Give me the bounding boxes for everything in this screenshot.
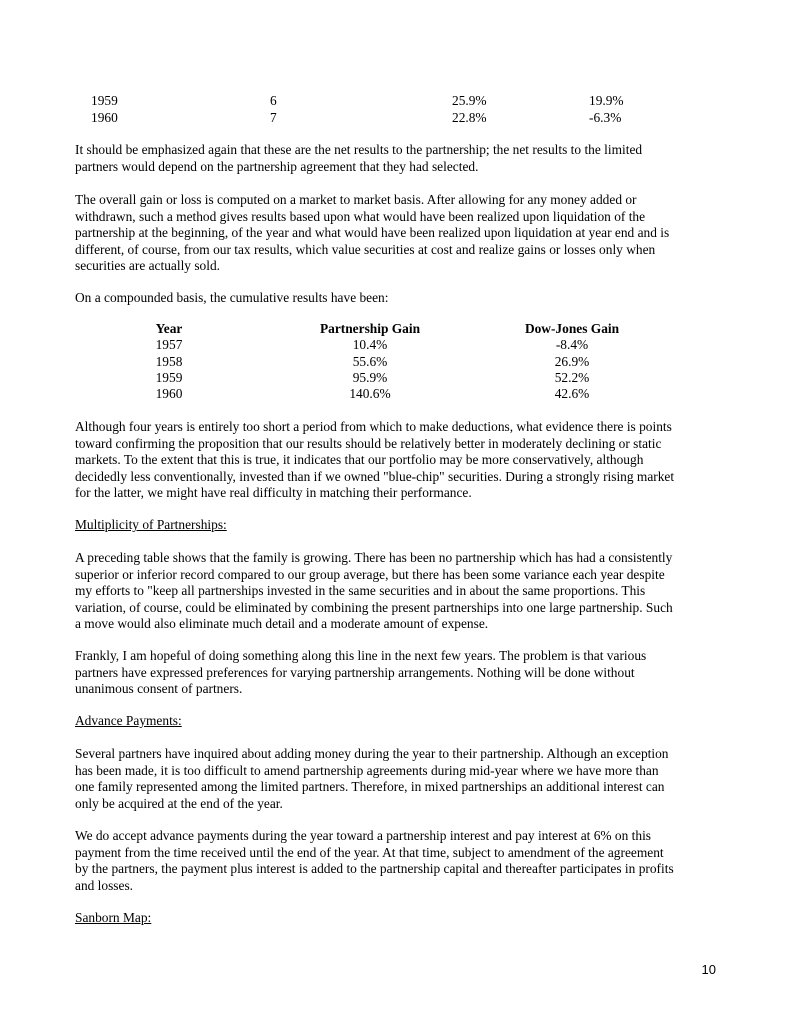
section-heading-multiplicity: Multiplicity of Partnerships:	[75, 517, 227, 532]
paragraph-market-basis: The overall gain or loss is computed on a market to market basis. After allowing for any money added or withdrawn, such a method gives results based upon what would have been realized upon liquidation of the partnership at the beginning, of the year and what would have been realized upon liquidation at year end and is different, of course, from our tax results, which value securities at cost and realize gains or losses only when securities are actually sold.	[75, 192, 670, 274]
dow-result-cell: 19.9%	[589, 93, 624, 108]
table-header-row	[0, 321, 791, 337]
partnership-result-cell: 25.9%	[452, 93, 487, 108]
partnership-gain-cell: 55.6%	[352, 353, 388, 369]
table-row	[0, 354, 791, 370]
paragraph-frankly: Frankly, I am hopeful of doing something along this line in the next few years. The problem is that various partners have expressed preferences for varying partnership arrangements. Nothing will be done without unanimous consent of partners.	[75, 648, 647, 697]
partnerships-count-cell: 7	[270, 109, 277, 125]
dow-jones-gain-cell: -8.4%	[555, 337, 589, 353]
paragraph-four-years: Although four years is entirely too short a period from which to make deductions, what evidence there is points toward confirming the proposition that our results should be relatively better in moderately declining or static markets. To the extent that this is true, it indicates that our portfolio may be more conservatively, although decidedly less conventionally, invested than if we owned "blue-chip" securities. During a strongly rising market for the latter, we might have real difficulty in matching their performance.	[75, 419, 675, 501]
dow-jones-gain-cell: 26.9%	[554, 353, 590, 369]
section-heading-advance-payments: Advance Payments:	[75, 713, 182, 728]
year-cell: 1960	[155, 386, 183, 402]
header-dow-jones-gain: Dow-Jones Gain	[524, 321, 620, 336]
year-cell: 1959	[91, 93, 118, 108]
partnership-gain-cell: 95.9%	[352, 369, 388, 385]
table-row	[0, 337, 791, 353]
paragraph-compounded-intro: On a compounded basis, the cumulative results have been:	[75, 290, 389, 305]
dow-jones-gain-cell: 42.6%	[554, 386, 590, 402]
year-cell: 1958	[155, 353, 183, 369]
paragraph-net-results: It should be emphasized again that these are the net results to the partnership; the net results to the limited partners would depend on the partnership agreement that they had selected.	[75, 142, 643, 174]
paragraph-family-growing: A preceding table shows that the family is growing. There has been no partnership which has had a consistently superior or inferior record compared to our group average, but there has been some variance each year despite my efforts to "keep all partnerships invested in the same securities and in about the same proportions. This variation, of course, could be eliminated by combining the present partnerships into one large partnership. Such a move would also eliminate much detail and a moderate amount of expense.	[75, 550, 673, 632]
table-row	[0, 93, 791, 110]
table-row	[0, 386, 791, 402]
paragraph-adding-money: Several partners have inquired about adding money during the year to their partnership. Although an exception has been made, it is too difficult to amend partnership agreements during mid-year where we have more than one family represented among the limited partners. Therefore, in mixed partnerships an additional interest can only be acquired at the end of the year.	[75, 746, 669, 811]
partnership-gain-cell: 140.6%	[349, 386, 391, 402]
partnerships-count-cell: 6	[270, 93, 277, 108]
dow-result-cell: -6.3%	[589, 109, 622, 125]
table-row	[0, 370, 791, 386]
header-partnership-gain: Partnership Gain	[319, 321, 421, 336]
paragraph-advance-payments: We do accept advance payments during the year toward a partnership interest and pay interest at 6% on this payment from the time received until the end of the year. At that time, subject to amendment of the agreement by the partners, the payment plus interest is added to the partnership capital and thereafter participates in profits and losses.	[75, 828, 674, 893]
table-row	[0, 110, 791, 127]
section-heading-sanborn-map: Sanborn Map:	[75, 910, 152, 925]
year-cell: 1959	[155, 369, 183, 385]
cumulative-results-table	[0, 321, 791, 402]
annual-results-table	[0, 93, 791, 126]
dow-jones-gain-cell: 52.2%	[554, 369, 590, 385]
year-cell: 1960	[91, 109, 118, 125]
header-year: Year	[155, 321, 183, 336]
partnership-gain-cell: 10.4%	[352, 337, 388, 353]
partnership-result-cell: 22.8%	[452, 109, 487, 125]
year-cell: 1957	[155, 337, 183, 353]
page-number: 10	[701, 962, 716, 977]
